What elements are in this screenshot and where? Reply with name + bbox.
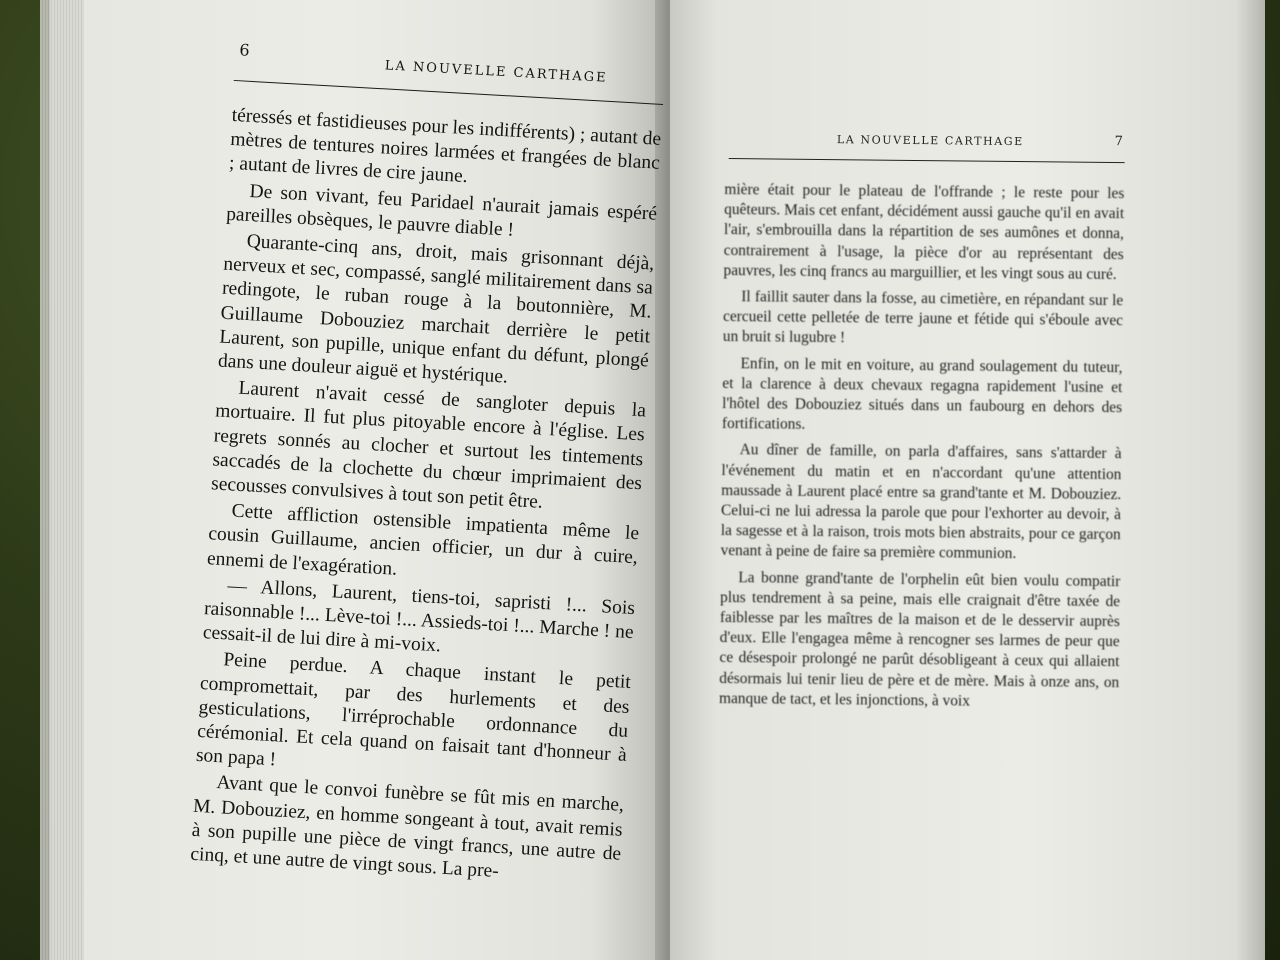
right-page-shadow — [1235, 0, 1265, 960]
left-running-title: LA NOUVELLE CARTHAGE — [384, 58, 608, 86]
paragraph: Enfin, on le mit en voiture, au grand soulagement du tuteur, et la clarence à deux chevaux regagna rapidement l'usine et l'hôtel des Dobouziez situés dans un faubourg en dehors des fortifications. — [721, 354, 1123, 434]
right-header-rule — [729, 158, 1125, 163]
left-page-content — [190, 40, 666, 891]
left-page-number: 6 — [238, 40, 251, 60]
paragraph: mière était pour le plateau de l'offrande ; le reste pour les quêteurs. Mais cet enfant, décidément aussi gauche qu'il en avait l'air, s'embrouilla dans la répartition de ses aumônes et donna, contrairement à l'usage, la pièce d'or au représentant des pauvres, les cinq francs au marguillier, et les vingt sous au curé. — [723, 180, 1125, 283]
paragraph: Laurent n'avait cessé de sangloter depuis la mortuaire. Il fut plus pitoyable encore à l'église. Les regrets sonnés au clocher et surtout les tintements saccadés de la clochette du chœur imprimaient des secousses convulsives à tout son petit être. — [210, 377, 647, 513]
paragraph: La bonne grand'tante de l'orphelin eût bien voulu compatir plus tendrement à sa peine, mais elle craignait d'être taxée de faiblesse par les maîtres de la maison et de le desservir auprès d'eux. Elle l'engagea même à rencogner ses larmes de peur que ce désespoir prolongé ne parût désobligeant à ceux qui allaient désormais lui tenir lieu de père et de mère. Mais à onze ans, on manque de tact, et les injonctions, à voix — [718, 568, 1121, 710]
paragraph: Il faillit sauter dans la fosse, au cimetière, en répandant sur le cercueil cette pelletée de terre jaune et fétide qui s'éboule avec un bruit si lugubre ! — [722, 288, 1124, 347]
paragraph: Quarante-cinq ans, droit, mais grisonnant déjà, nerveux et sec, compassé, sanglé militairement dans sa redingote, le ruban rouge à la boutonnière, M. Guillaume Dobouziez marchait derrière le petit Laurent, son pupille, unique enfant du défunt, plongé dans une douleur aiguë et hystérique. — [217, 230, 655, 388]
right-page-number: 7 — [1114, 134, 1123, 150]
paragraph: De son vivant, feu Paridael n'aurait jamais espéré pareilles obsèques, le pauvre diable ! — [225, 180, 658, 241]
right-page-content — [719, 130, 1125, 713]
left-page-edges — [40, 0, 84, 960]
paragraph: Peine perdue. A chaque instant le petit compromettait, par des hurlements et des gesticulations, l'irréprochable ordonnance du cérémonial. Et cela quand on faisait tant d'honneur à son papa ! — [195, 649, 632, 771]
paragraph: — Allons, Laurent, tiens-toi, sapristi !... Sois raisonnable !... Lève-toi !... Assieds-toi !... Marche ! ne cessait-il de lui dire à mi-voix. — [202, 575, 636, 657]
right-page-body — [719, 180, 1125, 713]
paragraph: téressés et fastidieuses pour les indifférents) ; autant de mètres de tentures noires larmées et frangées de blanc ; autant de livres de cire jaune. — [228, 104, 662, 188]
paragraph: Avant que le convoi funèbre se fût mis en marche, M. Dobouziez, en homme songeant à tout, avait remis à son pupille une pièce de vingt francs, une autre de cinq, et une autre de vingt sous. La pre- — [189, 772, 625, 883]
paragraph: Au dîner de famille, on parla d'affaires, sans s'attarder à l'événement du matin et en n'accordant qu'une attention maussade à Laurent placé entre sa grand'tante et M. Dobouziez. Celui-ci ne lui adressa la parole que pour l'exhorter au devoir, à la sagesse et à la raison, trois mots bien abstraits, pour ce garçon venant à peine de faire sa première communion. — [720, 441, 1122, 563]
paragraph: Cette affliction ostensible impatienta même le cousin Guillaume, ancien officier, un dur à cuire, ennemi de l'exagération. — [206, 500, 640, 580]
right-page-header — [725, 130, 1125, 162]
left-page-body — [190, 104, 662, 891]
right-running-title: LA NOUVELLE CARTHAGE — [836, 133, 1024, 149]
